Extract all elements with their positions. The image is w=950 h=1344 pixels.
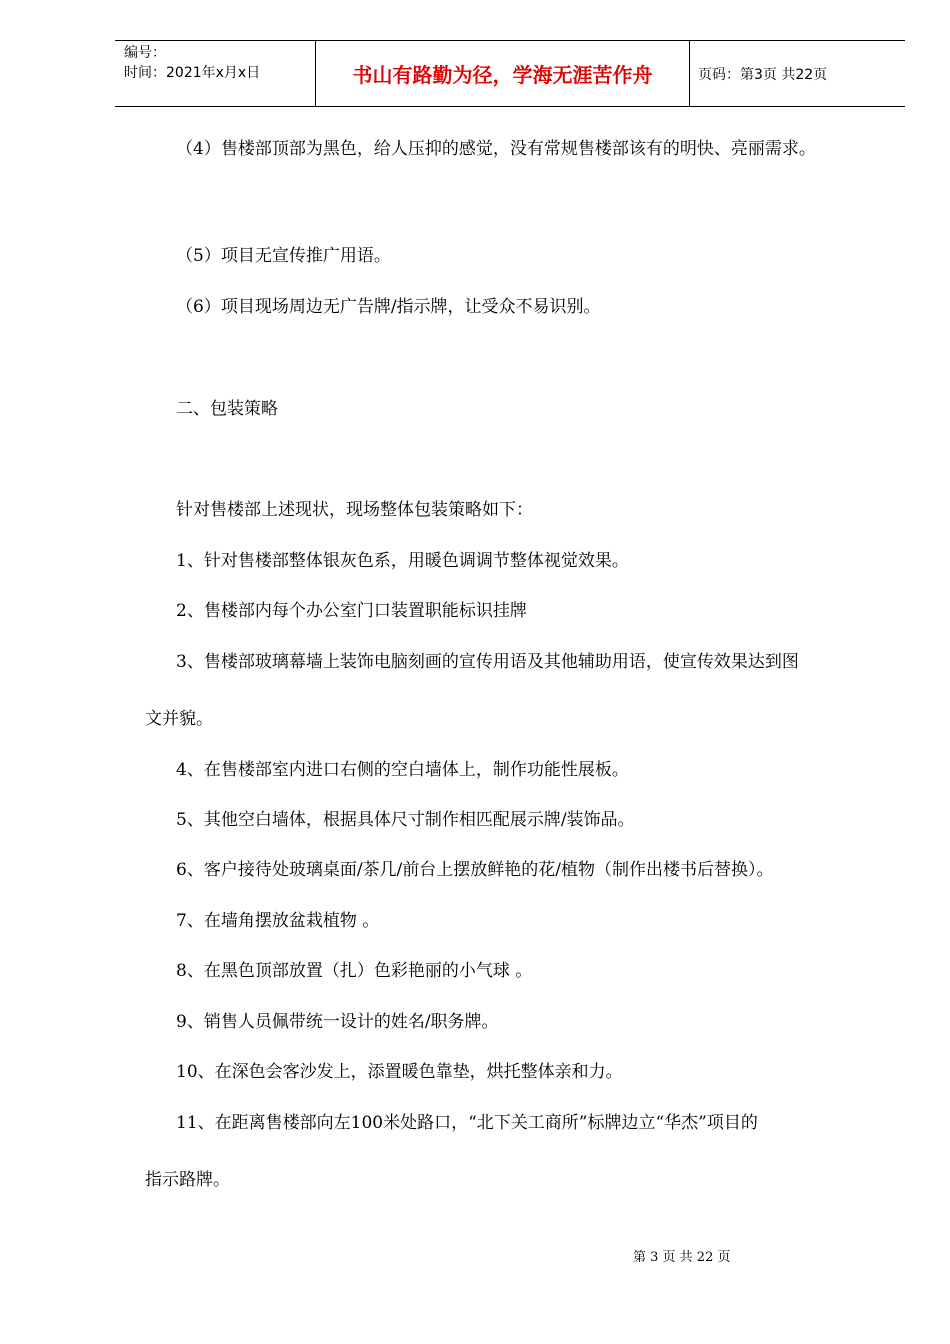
strategy-item-9: 9、销售人员佩带统一设计的姓名/职务牌。 bbox=[176, 1012, 499, 1032]
strategy-item-8: 8、在黑色顶部放置（扎）色彩艳丽的小气球 。 bbox=[176, 961, 533, 981]
strategy-item-3: 3、售楼部玻璃幕墙上装饰电脑刻画的宣传用语及其他辅助用语，使宣传效果达到图 bbox=[176, 652, 799, 672]
strategy-item-6: 6、客户接待处玻璃桌面/茶几/前台上摆放鲜艳的花/植物（制作出楼书后替换）。 bbox=[176, 860, 774, 880]
page-header bbox=[115, 40, 905, 107]
paragraph-item-6: （6）项目现场周边无广告牌/指示牌，让受众不易识别。 bbox=[176, 297, 601, 317]
strategy-item-3-cont: 文并貌。 bbox=[145, 709, 213, 729]
header-meta bbox=[115, 41, 316, 106]
header-page-label: 页码：第3页 共22页 bbox=[698, 66, 828, 83]
paragraph-item-5: （5）项目无宣传推广用语。 bbox=[176, 246, 391, 266]
strategy-item-10: 10、在深色会客沙发上，添置暖色靠垫，烘托整体亲和力。 bbox=[176, 1062, 623, 1082]
header-motto: 书山有路勤为径，学海无涯苦作舟 bbox=[316, 41, 690, 106]
section-heading: 二、包装策略 bbox=[176, 399, 278, 419]
serial-label: 编号： bbox=[124, 45, 166, 61]
strategy-item-2: 2、售楼部内每个办公室门口装置职能标识挂牌 bbox=[176, 601, 527, 621]
strategy-item-4: 4、在售楼部室内进口右侧的空白墙体上，制作功能性展板。 bbox=[176, 760, 629, 780]
strategy-item-1: 1、针对售楼部整体银灰色系，用暖色调调节整体视觉效果。 bbox=[176, 551, 629, 571]
strategy-item-11-cont: 指示路牌。 bbox=[145, 1170, 230, 1190]
page-footer: 第 3 页 共 22 页 bbox=[633, 1250, 731, 1265]
paragraph-item-4: （4）售楼部顶部为黑色，给人压抑的感觉，没有常规售楼部该有的明快、亮丽需求。 bbox=[176, 139, 816, 159]
date-label: 时间：2021年x月x日 bbox=[124, 65, 261, 81]
strategy-item-7: 7、在墙角摆放盆栽植物 。 bbox=[176, 911, 380, 931]
strategy-intro: 针对售楼部上述现状，现场整体包装策略如下： bbox=[176, 500, 533, 520]
strategy-item-11: 11、在距离售楼部向左100米处路口，“北下关工商所”标牌边立“华杰”项目的 bbox=[176, 1113, 758, 1133]
strategy-item-5: 5、其他空白墙体，根据具体尺寸制作相匹配展示牌/装饰品。 bbox=[176, 810, 635, 830]
